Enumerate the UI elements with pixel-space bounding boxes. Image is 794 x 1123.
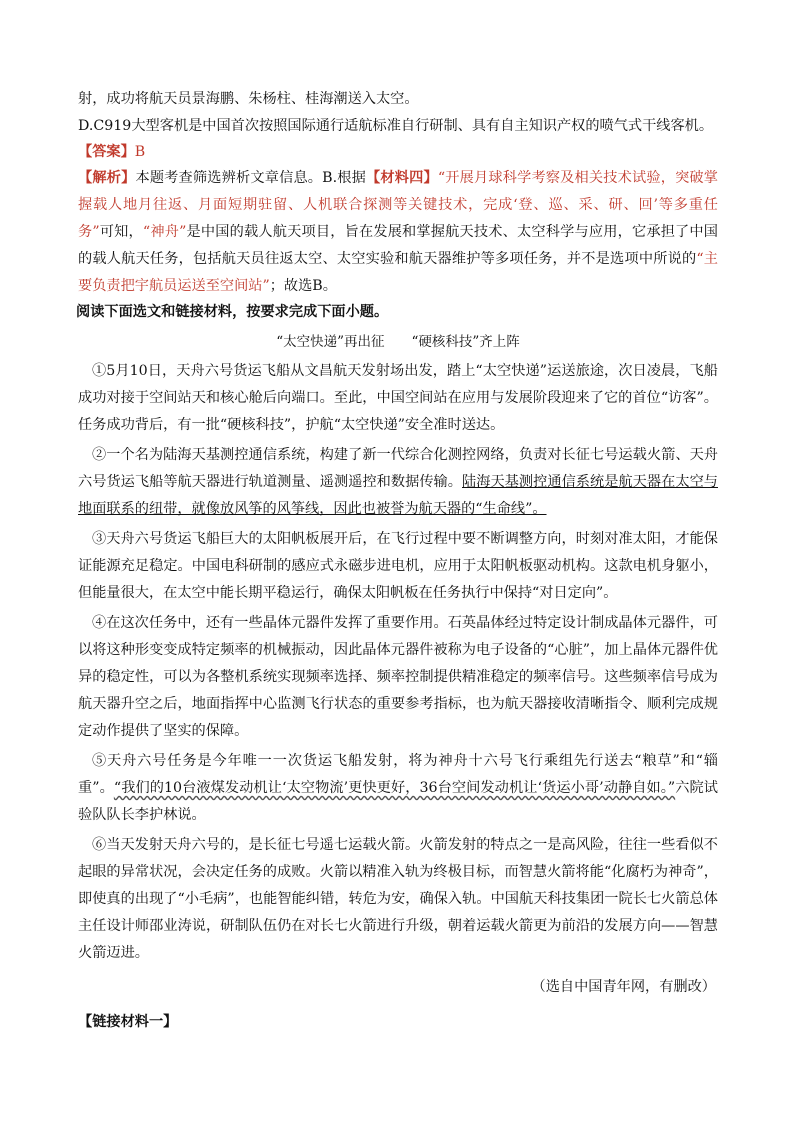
analysis-quote-2: “神舟”	[142, 224, 187, 240]
analysis-quote-1: “开展月球科学考察及相关技术试验，突破掌握载人地月往返、月面短期驻留、人机联合探测等关键技术，完成‘登、巡、采、研、回’等多重任务”	[78, 170, 718, 240]
paragraph-2	[78, 442, 718, 523]
analysis-text-3: 是中国的载人航天项目，旨在发展和掌握航天技术、太空科学与应用，它承担了中国的载人航天任务，包括航天员往返太空、太空实验和航天器维护等多项任务，并不是选项中所说的	[78, 224, 718, 267]
paragraph-5-plain-1: ⑤天舟六号任务是今年唯一一次货运飞船发射，将为神舟十六号飞行乘组先行送去“粮草”和“辎重”。	[78, 753, 718, 796]
paragraph-5-plain-2: 六院试验队队长李护林说。	[78, 780, 718, 823]
analysis-paragraph	[78, 165, 718, 300]
answer-line	[78, 141, 718, 164]
reading-instruction: 阅读下面选文和链接材料，按要求完成下面小题。	[76, 304, 389, 320]
article-title: “太空快递”再出征 “硬核科技”齐上阵	[276, 334, 520, 350]
analysis-quote-3: “主要负责把宇航员运送至空间站”	[78, 251, 718, 294]
analysis-text-1: 本题考查筛选辨析文章信息。B.根据	[135, 170, 367, 186]
answer-value: B	[134, 144, 146, 160]
option-d: D.C919大型客机是中国首次按照国际通行适航标准自行研制、具有自主知识产权的喷气式干线客机。	[78, 118, 714, 134]
paragraph-6: ⑥当天发射天舟六号的，是长征七号遥七运载火箭。火箭发射的特点之一是高风险，往往一些看似不起眼的异常状况，会决定任务的成败。火箭以精准入轨为终极目标，而智慧火箭将能“化腐朽为神奇”，即使真的出现了“小毛病”，也能智能纠错，转危为安，确保入轨。中国航天科技集团一院长七火箭总体主任设计师邵业涛说，研制队伍仍在对长七火箭进行升级，朝着运载火箭更为前沿的发展方向——智慧火箭迈进。	[78, 837, 718, 961]
paragraph-3: ③天舟六号货运飞船巨大的太阳帆板展开后，在飞行过程中要不断调整方向，时刻对准太阳，才能保证能源充足稳定。中国电科研制的感应式永磁步进电机，应用于太阳帆板驱动机构。这款电机身躯小，但能量很大，在太空中能长期平稳运行，确保太阳帆板在任务执行中保持“对日定向”。	[78, 531, 718, 601]
analysis-text-4: ；故选B。	[269, 278, 337, 294]
analysis-text-2: 可知，	[99, 224, 143, 240]
previous-option-tail: 射，成功将航天员景海鹏、朱杨柱、桂海潮送入太空。	[78, 91, 419, 107]
paragraph-4: ④在这次任务中，还有一些晶体元器件发挥了重要作用。石英晶体经过特定设计制成晶体元器件，可以将这种形变变成特定频率的机械振动，因此晶体元器件被称为电子设备的“心脏”，加上晶体元器件优异的稳定性，可以为各整机系统实现频率选择、频率控制提供精准稳定的频率信号。这些频率信号成为航天器升空之后，地面指挥中心监测飞行状态的重要参考指标，也为航天器接收清晰指令、顺利完成规定动作提供了坚实的保障。	[78, 615, 718, 739]
paragraph-5-quote-wavy: “我们的10台液煤发动机让‘太空物流’更快更好，36台空间发动机让‘货运小哥’动静自如。”	[113, 780, 676, 796]
answer-label: 【答案】	[78, 144, 135, 160]
link-material-heading: 【链接材料一】	[78, 1014, 178, 1030]
analysis-material-ref: 【材料四】	[366, 170, 438, 186]
document-page	[78, 88, 718, 1037]
article-source: （选自中国青年网，有删改）	[531, 979, 716, 995]
analysis-label: 【解析】	[78, 170, 136, 186]
paragraph-5	[78, 748, 718, 829]
paragraph-1: ①5月10日，天舟六号货运飞船从文昌航天发射场出发，踏上“太空快递”运送旅途，次日凌晨，飞船成功对接于空间站天和核心舱后向端口。至此，中国空间站在应用与发展阶段迎来了它的首位“访客”。任务成功背后，有一批“硬核科技”，护航“太空快递”安全准时送达。	[78, 363, 718, 433]
paragraph-2-plain: ②一个名为陆海天基测控通信系统，构建了新一代综合化测控网络，负责对长征七号运载火箭、天舟六号货运飞船等航天器进行轨道测量、遥测遥控和数据传输。	[78, 447, 718, 490]
paragraph-2-underlined: 陆海天基测控通信系统是航天器在太空与地面联系的纽带，就像放风筝的风筝线，因此也被誉为航天器的“生命线”。	[78, 474, 718, 517]
